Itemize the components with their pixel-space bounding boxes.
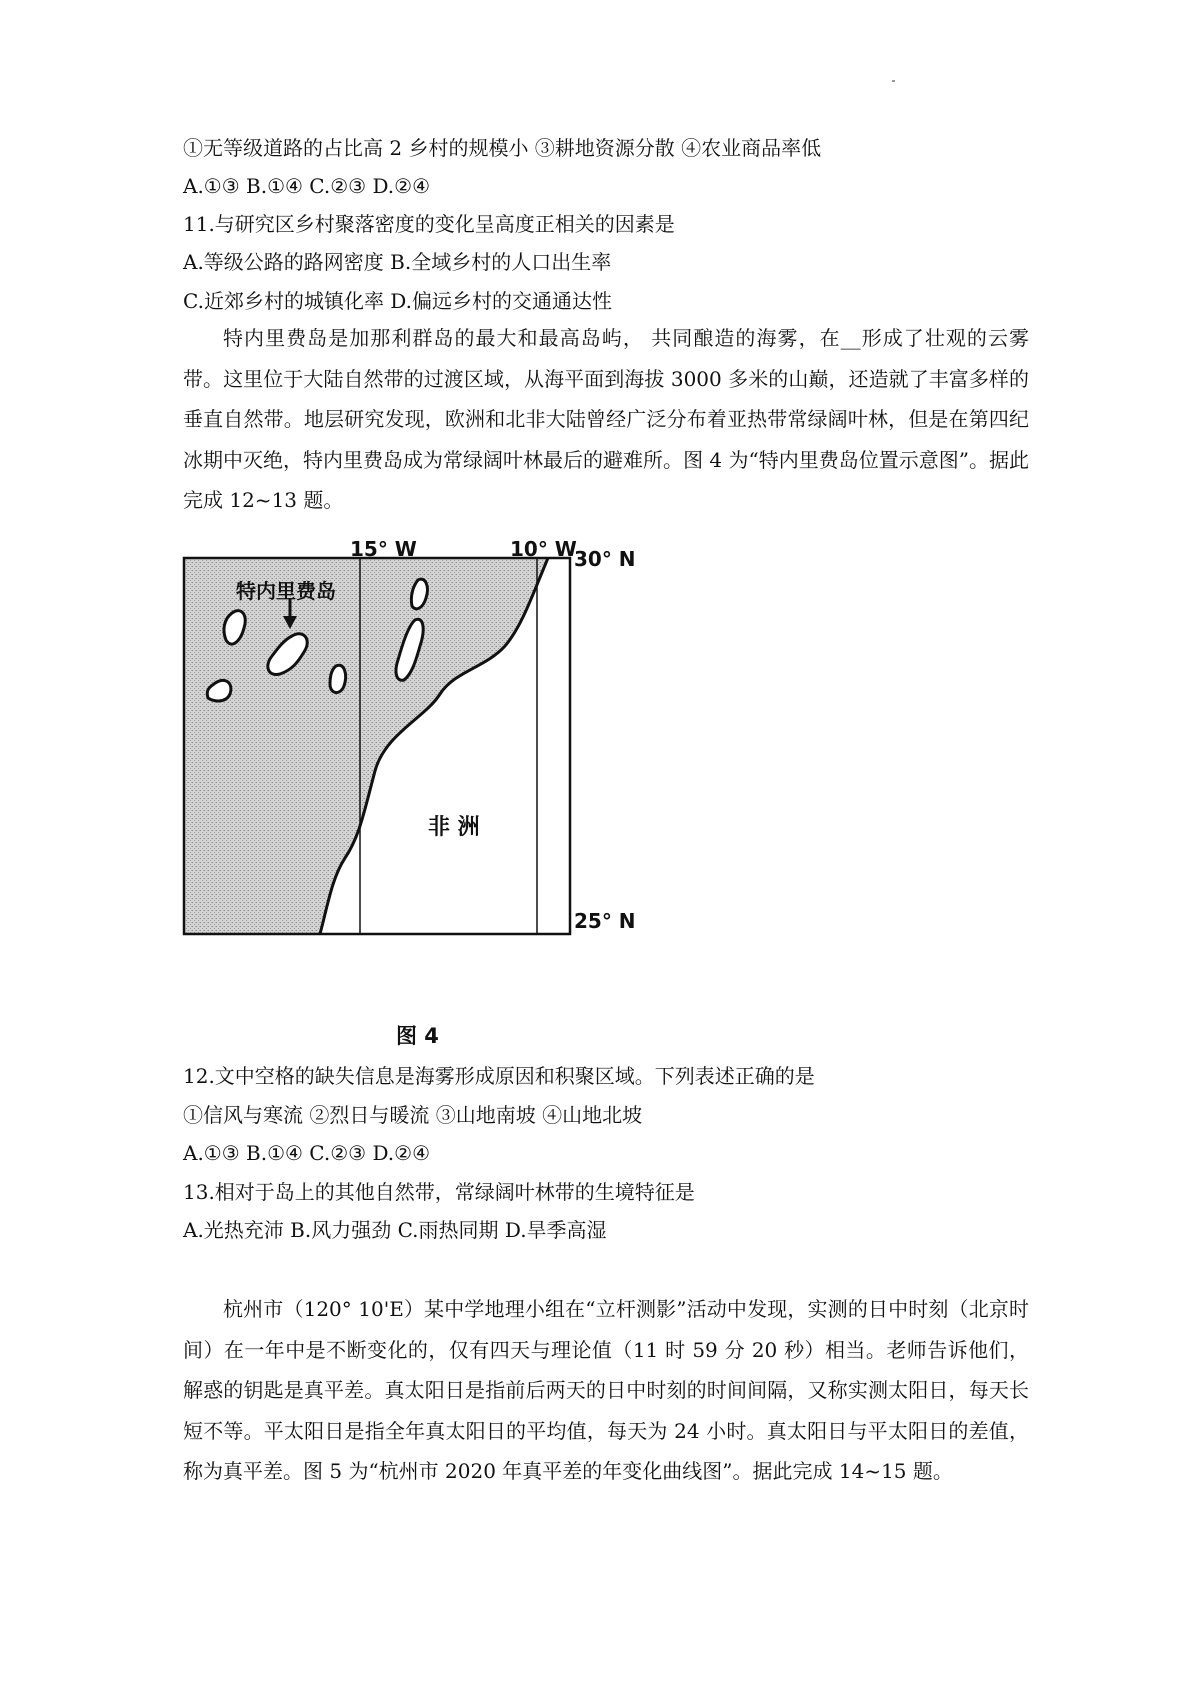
passage-tenerife: 特内里费岛是加那利群岛的最大和最高岛屿， 共同酿造的海雾，在__形成了壮观的云雾带。这里位于大陆自然带的过渡区域，从海平面到海拔 3000 多米的山巅，还造就了丰富多样的垂直自然带。地层研究发现，欧洲和北非大陆曾经广泛分布着亚热带常绿阔叶林，但是在第四纪冰期中灭绝，特内里费岛成为常绿阔叶林最后的避难所。图 4 为“特内里费岛位置示意图”。据此完成 12~13 题。 [183, 326, 1029, 512]
label-30n: 30° N [574, 547, 636, 571]
label-10w: 10° W [510, 537, 577, 561]
label-15w: 15° W [350, 537, 417, 561]
passage-hangzhou: 杭州市（120° 10'E）某中学地理小组在“立杆测影”活动中发现，实测的日中时刻（北京时间）在一年中是不断变化的，仅有四天与理论值（11 时 59 分 20 秒）相当。老师告诉他们，解惑的钥匙是真平差。真太阳日是指前后两天的日中时刻的时间间隔，又称实测太阳日，每天长短不等。平太阳日是指全年真太阳日的平均值，每天为 24 小时。真太阳日与平太阳日的差值，称为真平差。图 5 为“杭州市 2020 年真平差的年变化曲线图”。据此完成 14~15 题。 [183, 1297, 1029, 1483]
figure-4-map [180, 537, 720, 1066]
q12-choices: A.①③ B.①④ C.②③ D.②④ [183, 1141, 430, 1165]
q12-stem: 12.文中空格的缺失信息是海雾形成原因和积聚区域。下列表述正确的是 [183, 1064, 815, 1088]
figure-4-caption: 图 4 [396, 1024, 439, 1048]
map-svg [180, 537, 720, 1066]
q11-stem: 11.与研究区乡村聚落密度的变化呈高度正相关的因素是 [183, 212, 675, 236]
scan-speck [892, 80, 895, 82]
label-africa: 非 洲 [428, 815, 480, 840]
q13-stem: 13.相对于岛上的其他自然带，常绿阔叶林带的生境特征是 [183, 1180, 695, 1204]
q11-choices-ab: A.等级公路的路网密度 B.全域乡村的人口出生率 [183, 250, 612, 274]
island-gran-canaria [330, 665, 346, 692]
q11-choices-cd: C.近郊乡村的城镇化率 D.偏远乡村的交通通达性 [183, 289, 612, 313]
q10-options: ①无等级道路的占比高 2 乡村的规模小 ③耕地资源分散 ④农业商品率低 [183, 136, 822, 160]
q10-choices: A.①③ B.①④ C.②③ D.②④ [183, 174, 430, 198]
label-tenerife: 特内里费岛 [236, 579, 336, 603]
label-25n: 25° N [574, 909, 636, 933]
q12-options: ①信风与寒流 ②烈日与暖流 ③山地南坡 ④山地北坡 [183, 1103, 643, 1127]
q13-choices: A.光热充沛 B.风力强劲 C.雨热同期 D.旱季高湿 [183, 1218, 607, 1242]
